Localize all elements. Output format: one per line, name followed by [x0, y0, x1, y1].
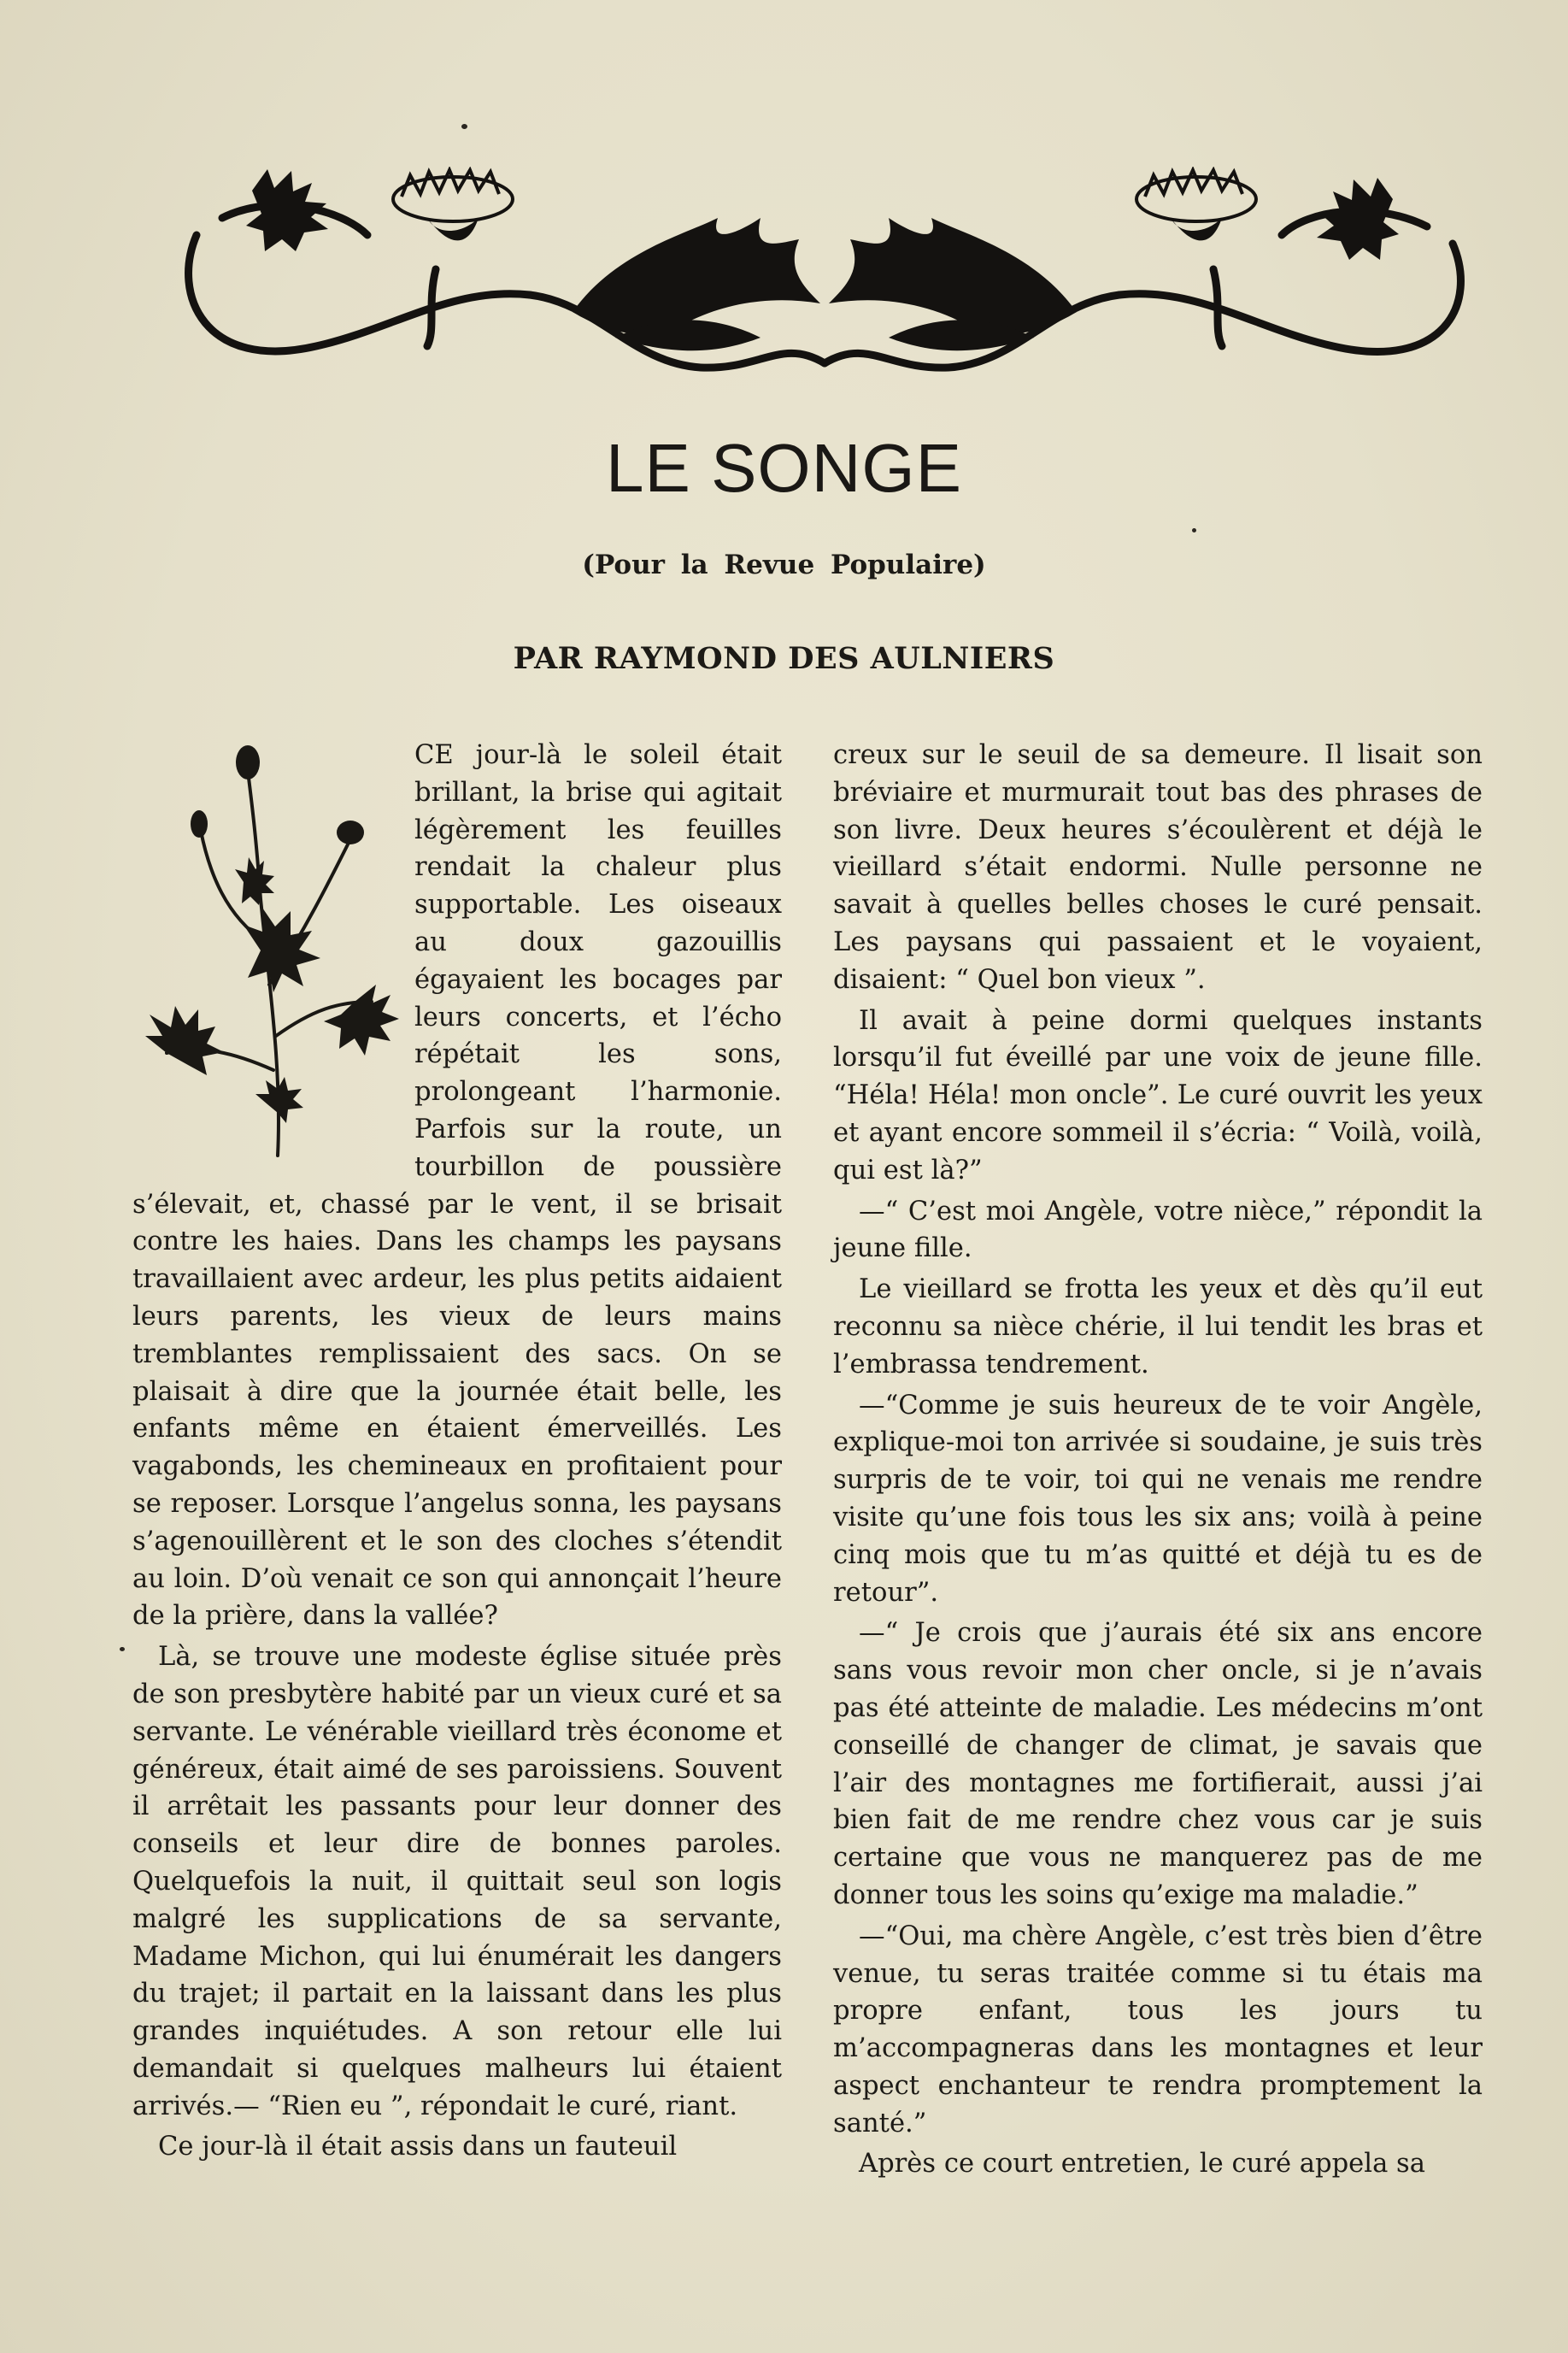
article-byline: PAR RAYMOND DES AULNIERS	[513, 641, 1055, 676]
paragraph: —“Comme je suis heureux de te voir Angèle, explique-moi ton arrivée si soudaine, je suis très surpris de te voir, toi qui ne venais me rendre visite qu’une fois tous les six ans; voilà à peine cinq mois que tu m’as quitté et déjà tu es de retour”.	[833, 1390, 1483, 1608]
paragraph: —“ Je crois que j’aurais été six ans encore sans vous revoir mon cher oncle, si je n’avais pas été atteinte de maladie. Les médecins m’ont conseillé de changer de climat, je savais que l’air des montagnes me fortifierait, aussi j’ai bien fait de me rendre chez vous car je suis certaine que vous ne manquerez pas de me donner tous les soins qu’exige ma maladie.”	[833, 1618, 1483, 1910]
paragraph: —“Oui, ma chère Angèle, c’est très bien d’être venue, tu seras traitée comme si tu étais ma propre enfant, tous les jours tu m’accompagneras dans les montagnes et leur aspect enchanteur te rendra promptement la santé.”	[833, 1921, 1483, 2138]
paragraph: creux sur le seuil de sa demeure. Il lisait son bréviaire et murmurait tout bas des phrases de son livre. Deux heures s’écoulèrent et déjà le vieillard s’était endormi. Nulle personne ne savait à quelles belles choses le curé pensait. Les paysans qui passaient et le voyaient, disaient: “ Quel bon vieux ”.	[833, 740, 1483, 995]
ink-speck	[461, 124, 467, 129]
wildflower-sprig-illustration-icon	[132, 728, 406, 1164]
paragraph: Après ce court entretien, le curé appela sa	[859, 2149, 1425, 2179]
paragraph: —“ C’est moi Angèle, votre nièce,” répondit la jeune fille.	[833, 1196, 1483, 1264]
paragraph: CE jour-là le soleil était brillant, la brise qui agitait légèrement les feuilles rendait la chaleur plus supportable. Les oiseaux au doux gazouillis égayaient les bocages par leurs concerts, et l’écho répétait les sons, prolongeant l’harmonie. Parfois sur la route, un tourbillon de poussière s’élevait, et, chassé par le vent, il se brisait contre les haies. Dans les champs les paysans travaillaient avec ardeur, les plus petits aidaient leurs parents, les vieux de leurs mains tremblantes remplissaient des sacs. On se plaisait à dire que la journée était belle, les enfants même en étaient émerveillés. Les vagabonds, les chemineaux en profitaient pour se reposer. Lorsque l’angelus sonna, les paysans s’agenouillèrent et le son des cloches s’étendit au loin. D’où venait ce son qui annonçait l’heure de la prière, dans la vallée?	[132, 740, 782, 1632]
ink-speck	[120, 1647, 125, 1651]
paragraph: Le vieillard se frotta les yeux et dès qu’il eut reconnu sa nièce chérie, il lui tendit les bras et l’embrassa tendrement.	[833, 1274, 1483, 1379]
article-title: LE SONGE	[605, 430, 963, 506]
paragraph: Il avait à peine dormi quelques instants lorsqu’il fut éveillé par une voix de jeune fille. “Héla! Héla! mon oncle”. Le curé ouvrit les yeux et ayant encore sommeil il s’écria: “ Voilà, voilà, qui est là?”	[833, 1005, 1483, 1185]
paragraph: Là, se trouve une modeste église située près de son presbytère habité par un vieux curé et sa servante. Le vénérable vieillard très économe et généreux, était aimé de ses paroissiens. Souvent il arrêtait les passants pour leur donner des conseils et leur dire de bonnes paroles. Quelquefois la nuit, il quittait seul son logis malgré les supplications de sa servante, Madame Michon, qui lui énumérait les dangers du trajet; il partait en la laissant dans les plus grandes inquiétudes. A son retour elle lui demandait si quelques malheurs lui étaient arrivés.— “Rien eu ”, répondait le curé, riant.	[132, 1642, 782, 2121]
paragraph: Ce jour-là il était assis dans un fauteuil	[158, 2132, 678, 2162]
right-column	[833, 737, 1483, 2186]
thistle-scroll-ornament-icon	[171, 167, 1478, 397]
ink-speck	[1192, 528, 1196, 532]
left-column	[132, 737, 782, 2169]
article-subtitle: (Pour la Revue Populaire)	[582, 550, 986, 580]
